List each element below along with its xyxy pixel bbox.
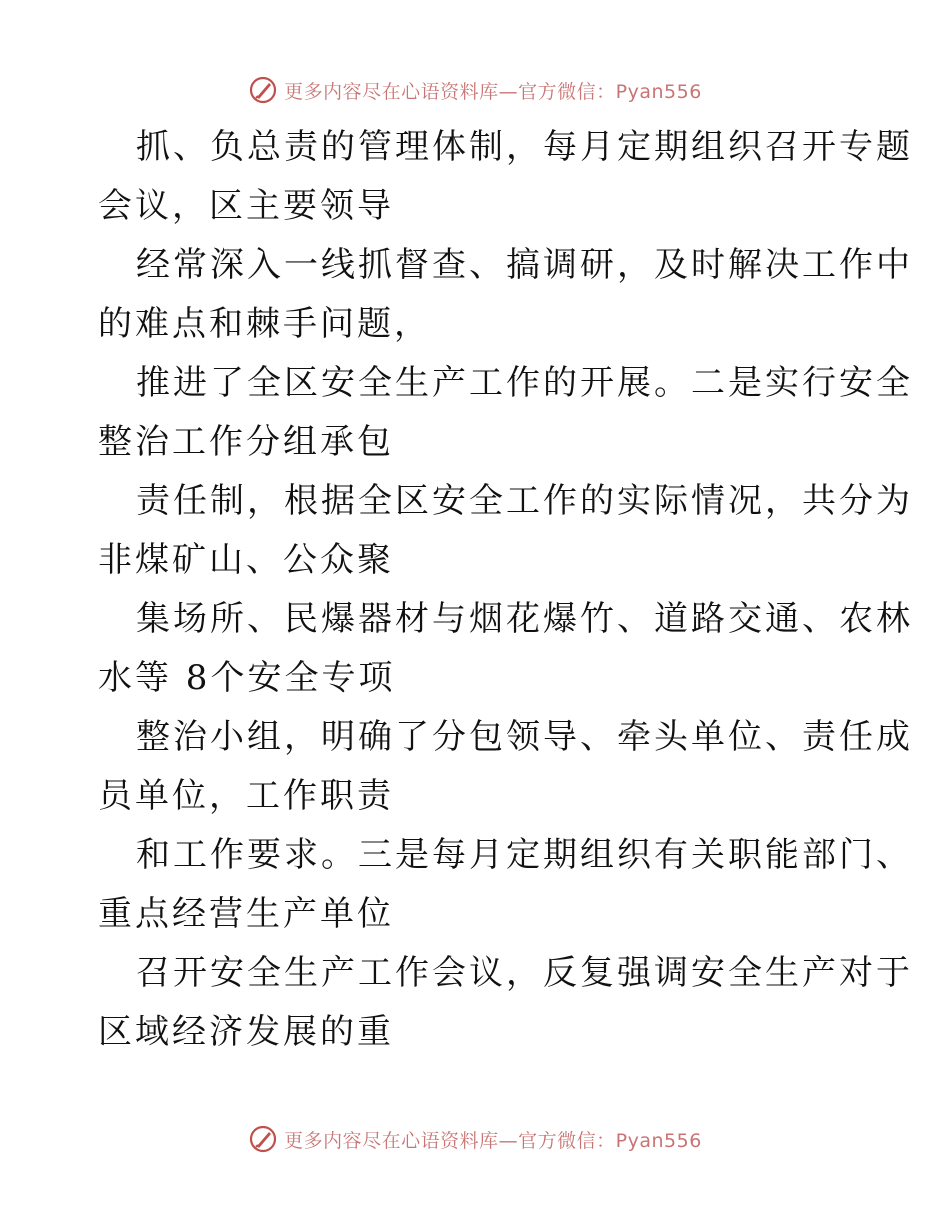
paragraph [98, 708, 913, 826]
paragraph-line: 整治小组，明确了分包领导、牵头单位、责任成 [136, 717, 913, 757]
watermark-text: 更多内容尽在心语资料库—官方微信：Pyan556 [284, 1129, 702, 1152]
paragraph-line: 整治工作分组承包 [98, 422, 394, 462]
paragraph [98, 236, 913, 354]
paragraph [98, 118, 913, 236]
paragraph-line: 员单位，工作职责 [98, 776, 394, 816]
footer-watermark [0, 1121, 950, 1157]
paragraph-line: 集场所、民爆器材与烟花爆竹、道路交通、农林 [136, 599, 913, 639]
quill-logo-icon [248, 75, 278, 105]
paragraph-line: 重点经营生产单位 [98, 894, 394, 934]
paragraph-line: 责任制，根据全区安全工作的实际情况，共分为 [136, 481, 913, 521]
paragraph-line: 经常深入一线抓督查、搞调研，及时解决工作中 [136, 245, 913, 285]
document-body [98, 118, 913, 1062]
paragraph [98, 826, 913, 944]
header-watermark [0, 72, 950, 108]
paragraph-line: 水等 8个安全专项 [98, 658, 396, 698]
paragraph-line: 和工作要求。三是每月定期组织有关职能部门、 [136, 835, 913, 875]
quill-logo-icon [248, 1124, 278, 1154]
paragraph-line: 召开安全生产工作会议，反复强调安全生产对于 [136, 953, 913, 993]
paragraph-line: 抓、负总责的管理体制，每月定期组织召开专题 [136, 127, 913, 167]
paragraph [98, 472, 913, 590]
paragraph-line: 的难点和棘手问题， [98, 304, 431, 344]
paragraph-line: 非煤矿山、公众聚 [98, 540, 394, 580]
paragraph [98, 590, 913, 708]
paragraph-line: 会议，区主要领导 [98, 186, 394, 226]
watermark-text: 更多内容尽在心语资料库—官方微信：Pyan556 [284, 80, 702, 103]
paragraph-line: 推进了全区安全生产工作的开展。二是实行安全 [136, 363, 913, 403]
paragraph [98, 354, 913, 472]
paragraph-line: 区域经济发展的重 [98, 1012, 394, 1052]
paragraph [98, 944, 913, 1062]
